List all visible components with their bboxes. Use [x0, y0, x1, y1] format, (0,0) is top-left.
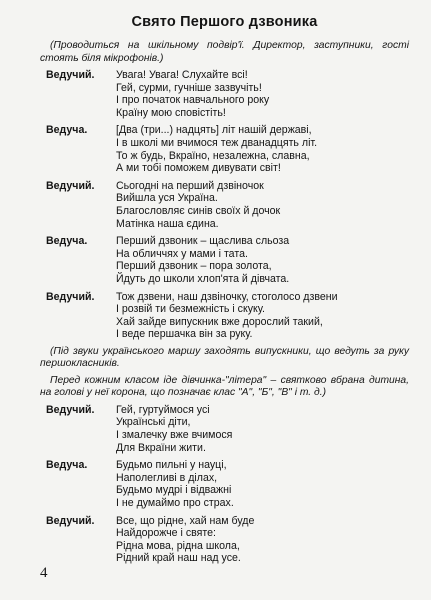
verse-line: А ми тобі поможем дивувати світ! [116, 162, 281, 175]
speaker-label: Ведучий. [46, 179, 95, 192]
speaker-label: Ведуча. [46, 124, 88, 137]
dialogue-block [40, 180, 409, 230]
page-number: 4 [40, 565, 48, 581]
stage-direction-march: (Під звуки українського маршу заходять випускники, що ведуть за руку першокласників. [40, 345, 409, 370]
verse [116, 235, 409, 285]
verse-line: [Два (три...) надцять] літ нашій державі, [116, 124, 312, 137]
verse-line: Країну мою сповістіть! [116, 106, 226, 119]
verse [116, 515, 409, 565]
verse-line: Хай зайде випускник вже дорослий такий, [116, 315, 323, 328]
speaker-label: Ведучий. [46, 514, 95, 527]
page-title: Свято Першого дзвоника [131, 14, 318, 30]
speaker-label: Ведуча. [46, 459, 88, 472]
verse-line: Вийшла уся Україна. [116, 192, 218, 205]
verse-line: Найдорожче і святе: [116, 527, 216, 540]
verse-line: І в школі ми вчимося теж дванадцять літ. [116, 136, 318, 149]
verse [116, 180, 409, 230]
verse-line: Перший дзвоник – пора золота, [116, 260, 272, 273]
verse-line: Будьмо мудрі і відважні [116, 484, 232, 497]
dialogue-block [40, 291, 409, 341]
verse [116, 291, 409, 341]
verse-line: Благословляє синів своїх й дочок [116, 204, 281, 217]
verse-line: Матінка наша єдина. [116, 217, 219, 230]
verse-line: Перший дзвоник – щаслива сльоза [116, 235, 290, 248]
verse [116, 459, 409, 509]
speaker-label: Ведучий. [46, 290, 95, 303]
dialogue-block [40, 404, 409, 454]
verse-line: І змалечку вже вчимося [116, 429, 233, 442]
verse-line: Рідний край наш над усе. [116, 552, 241, 565]
verse [116, 124, 409, 174]
verse-line: Все, що рідне, хай нам буде [116, 514, 255, 527]
verse-line: Будьмо пильні у науці, [116, 459, 227, 472]
verse-line: І веде першачка він за руку. [116, 328, 253, 341]
verse-line: І не думаймо про страх. [116, 497, 234, 510]
verse-line: І про початок навчального року [116, 94, 270, 107]
verse-line: І розвій ти безмежність і скуку. [116, 303, 265, 316]
stage-direction-letters: Перед кожним класом іде дівчинка-"літера" – святково вбрана дитина, на голові у неї корона, що позначає клас "А", "Б", "В" і т. д.) [40, 374, 409, 399]
verse-line: Гей, гуртуймося усі [116, 403, 210, 416]
dialogue-block [40, 235, 409, 285]
speaker-label: Ведучий. [46, 69, 95, 81]
dialogue-section-b [40, 404, 409, 565]
verse-line: Сьогодні на перший дзвіночок [116, 179, 264, 192]
dialogue-block [40, 515, 409, 565]
verse [116, 404, 409, 454]
verse-line: Увага! Увага! Слухайте всі! [116, 69, 248, 81]
stage-direction-intro: (Проводиться на шкільному подвір'ї. Директор, заступники, гості стоять біля мікрофонів.) [40, 40, 409, 64]
dialogue-section-a [40, 69, 409, 341]
verse-line: Українські діти, [116, 416, 191, 429]
speaker-label: Ведуча. [46, 235, 88, 248]
verse-line: Наполегливі в ділах, [116, 471, 218, 484]
dialogue-block [40, 69, 409, 119]
dialogue-block [40, 459, 409, 509]
speaker-label: Ведучий. [46, 403, 95, 416]
verse-line: На обличчях у мами і тата. [116, 247, 248, 260]
verse-line: Для Вкраїни жити. [116, 441, 206, 454]
verse-line: Рідна мова, рідна школа, [116, 539, 240, 552]
verse-line: То ж будь, Вкраїно, незалежна, славна, [116, 149, 310, 162]
dialogue-block [40, 124, 409, 174]
verse-line: Тож дзвени, наш дзвіночку, стоголосо дзвени [116, 290, 338, 303]
verse-line: Йдуть до школи хлоп'ята й дівчата. [116, 272, 290, 285]
verse [116, 69, 409, 119]
verse-line: Гей, сурми, гучніше зазвучіть! [116, 81, 262, 94]
